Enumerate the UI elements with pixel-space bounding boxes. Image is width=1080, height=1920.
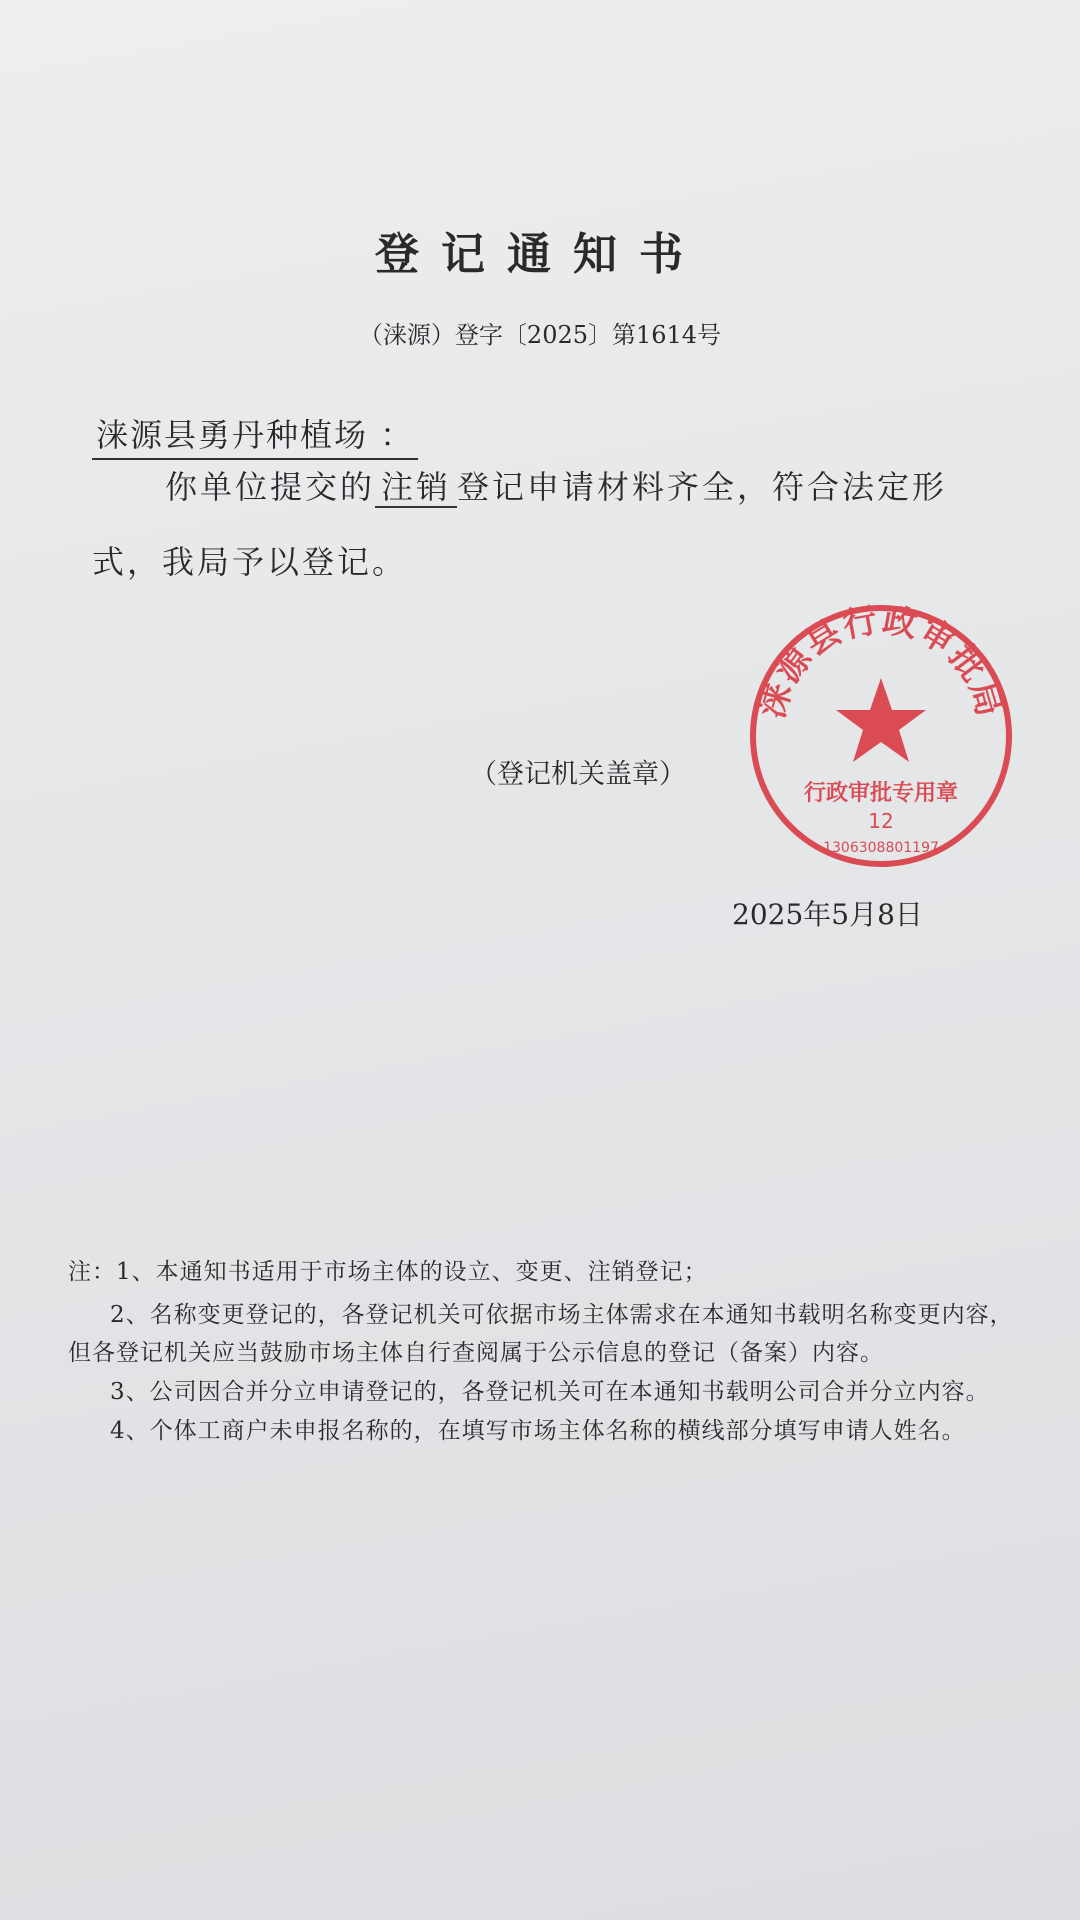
note-4: 4、个体工商户未申报名称的，在填写市场主体名称的横线部分填写申请人姓名。 [110, 1418, 966, 1444]
seal-label: （登记机关盖章） [470, 759, 686, 790]
document-number: （涞源）登字〔2025〕第1614号 [358, 321, 722, 349]
note-2: 2、名称变更登记的，各登记机关可依据市场主体需求在本通知书载明名称变更内容， [110, 1302, 1014, 1328]
body-line-1 [165, 462, 947, 508]
seal-outer-text: 涞源县行政审批局 [752, 600, 1010, 723]
body-line-2: 式，我局予以登记。 [92, 543, 408, 581]
official-seal [745, 600, 1017, 872]
note-1: 注：1、本通知书适用于市场主体的设立、变更、注销登记； [68, 1259, 708, 1285]
seal-inner-text: 行政审批专用章 [803, 781, 959, 806]
note-2-continued: 但各登记机关应当鼓励市场主体自行查阅属于公示信息的登记（备案）内容。 [68, 1340, 884, 1366]
seal-code: 12 [868, 809, 894, 833]
body-prefix: 你单位提交的 [165, 468, 376, 506]
issue-date: 2025年5月8日 [732, 898, 923, 931]
seal-serial: 1306308801197 [823, 840, 939, 856]
recipient-name: 涞源县勇丹种植场 ： [92, 410, 418, 460]
note-3: 3、公司因合并分立申请登记的，各登记机关可在本通知书载明公司合并分立内容。 [110, 1379, 990, 1405]
star-icon [836, 678, 926, 762]
document-title: 登记通知书 [375, 229, 705, 280]
body-suffix: 登记申请材料齐全，符合法定形 [457, 468, 948, 506]
registration-type: 注销 [375, 468, 457, 508]
